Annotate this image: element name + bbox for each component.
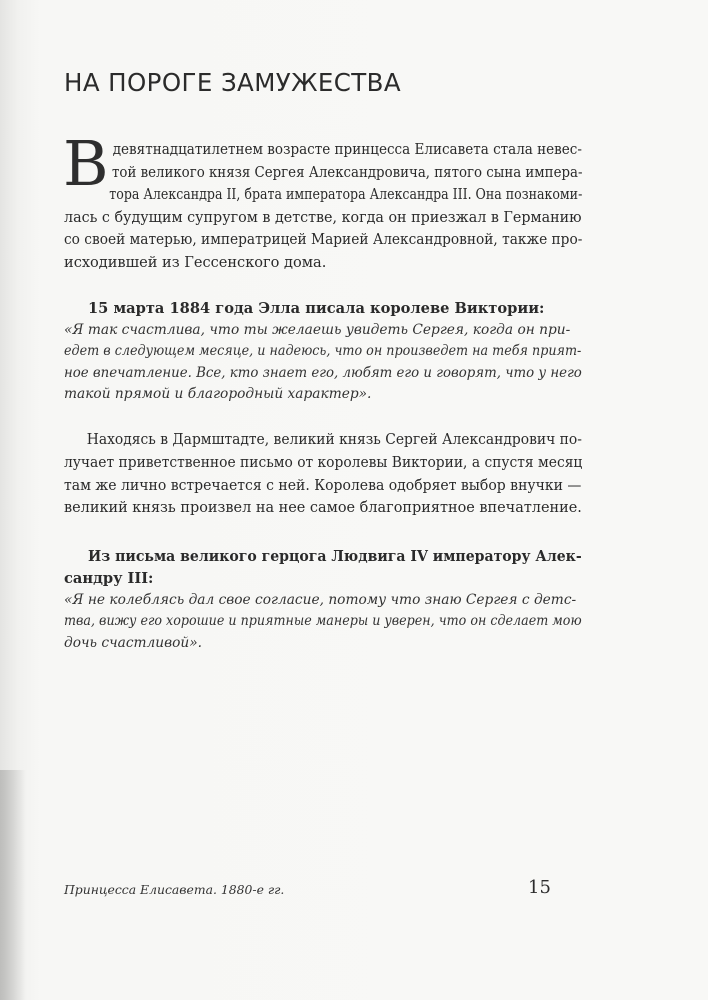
lead-line: тора Александра II, брата императора Александра III. Она познакоми- bbox=[109, 186, 583, 203]
drop-cap: В bbox=[63, 127, 109, 200]
lead-line: лась с будущим супругом в детстве, когда он приезжал в Германию bbox=[64, 208, 582, 226]
para-line: лучает приветственное письмо от королевы Виктории, а спустя месяц bbox=[64, 453, 583, 471]
scan-edge-shadow bbox=[0, 770, 26, 1000]
page-content bbox=[64, 68, 584, 654]
footer-caption: Принцесса Елисавета. 1880-е гг. bbox=[64, 882, 285, 897]
letter-heading-2 bbox=[64, 546, 584, 590]
chapter-title: НА ПОРОГЕ ЗАМУЖЕСТВА bbox=[64, 68, 401, 97]
quote-line: такой прямой и благородный характер». bbox=[64, 385, 372, 402]
para-line: Находясь в Дармштадте, великий князь Сергей Александрович по- bbox=[86, 431, 582, 449]
lead-paragraph bbox=[63, 127, 584, 274]
para-line: великий князь произвел на нее самое благоприятное впечатление. bbox=[64, 499, 582, 517]
heading-line: Из письма великого герцога Людвига IV императору Алек- bbox=[88, 548, 582, 565]
quote-line: «Я так счастлива, что ты желаешь увидеть Сергея, когда он при- bbox=[64, 322, 571, 338]
lead-line: девятнадцатилетнем возрасте принцесса Елисавета стала невес- bbox=[112, 141, 582, 158]
heading-line: 15 марта 1884 года Элла писала королеве Виктории: bbox=[88, 300, 545, 317]
letter-quote-1 bbox=[64, 320, 584, 405]
heading-line: сандру III: bbox=[64, 570, 154, 587]
quote-line: дочь счастливой». bbox=[64, 634, 203, 651]
quote-line: едет в следующем месяце, и надеюсь, что он произведет на тебя прият- bbox=[64, 343, 582, 360]
lead-line: со своей матерью, императрицей Марией Александровной, также про- bbox=[64, 231, 583, 248]
lead-line: исходившей из Гессенского дома. bbox=[64, 253, 327, 271]
quote-line: ное впечатление. Все, кто знает его, любят его и говорят, что у него bbox=[64, 364, 582, 381]
para-line: там же лично встречается с ней. Королева одобряет выбор внучки — bbox=[64, 476, 582, 494]
quote-line: тва, вижу его хорошие и приятные манеры и уверен, что он сделает мою bbox=[64, 613, 582, 630]
lead-line: той великого князя Сергея Александровича, пятого сына импера- bbox=[112, 163, 583, 181]
body-paragraph bbox=[64, 429, 584, 520]
letter-quote-2 bbox=[64, 590, 584, 654]
page-number: 15 bbox=[528, 877, 551, 898]
quote-line: «Я не колеблясь дал свое согласие, потому что знаю Сергея с детс- bbox=[64, 592, 577, 608]
letter-heading-1 bbox=[64, 298, 584, 320]
